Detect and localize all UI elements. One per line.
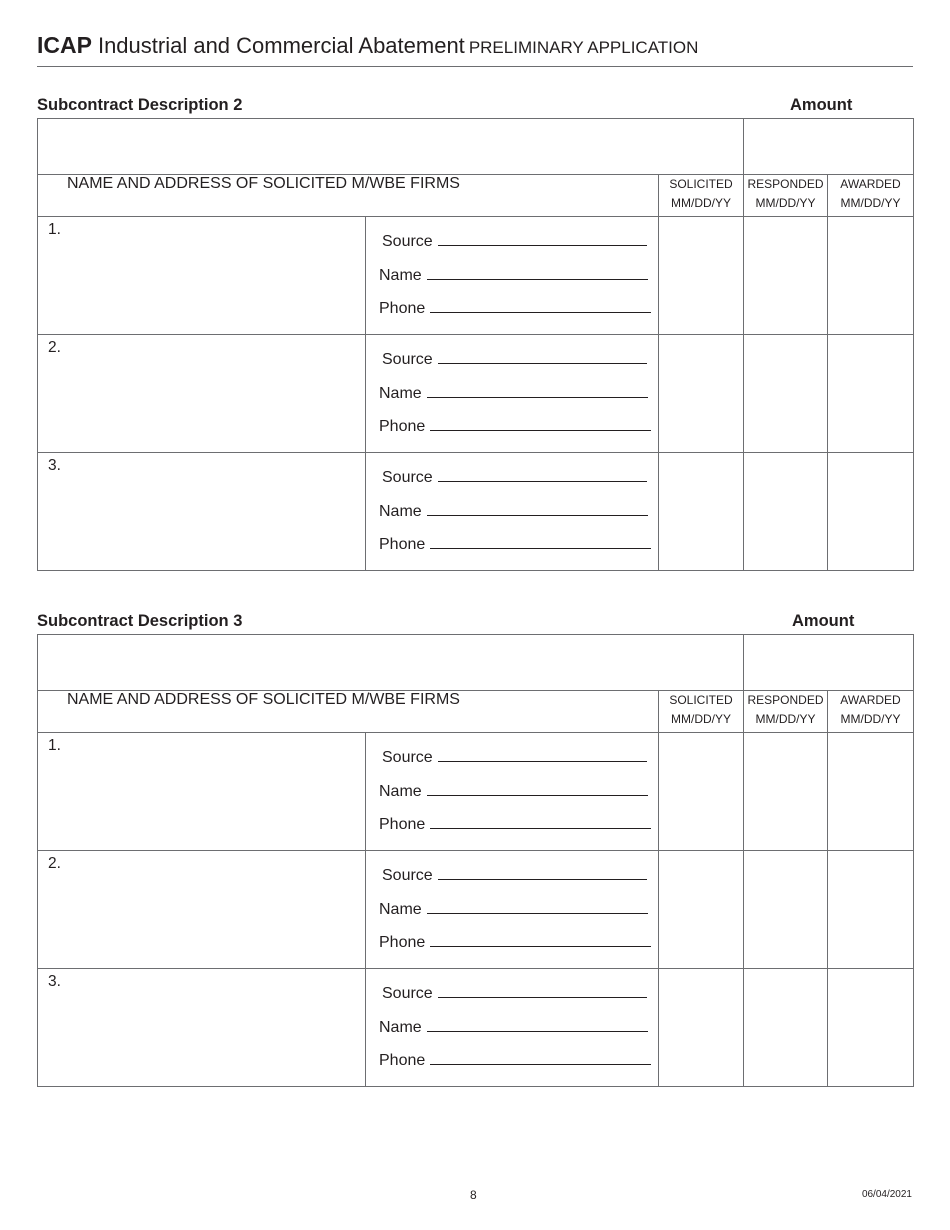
responded-label: RESPONDED — [747, 177, 824, 191]
solicited-date-cell[interactable] — [659, 969, 744, 1087]
awarded-column-header — [828, 691, 914, 733]
firm-row — [38, 851, 914, 969]
solicited-date-cell[interactable] — [659, 733, 744, 851]
description-row — [38, 635, 914, 691]
awarded-label: AWARDED — [840, 693, 901, 707]
subcontract-table — [37, 634, 914, 1087]
solicited-date-format: MM/DD/YY — [671, 196, 731, 210]
responded-label: RESPONDED — [747, 693, 824, 707]
firm-row — [38, 733, 914, 851]
responded-date-cell[interactable] — [744, 969, 828, 1087]
row-number: 1. — [48, 221, 61, 238]
source-label: Source — [382, 233, 433, 250]
section-title: Subcontract Description 3 — [37, 612, 243, 630]
page-number: 8 — [470, 1188, 477, 1202]
name-label: Name — [379, 385, 422, 402]
firm-name-address-cell[interactable] — [38, 453, 366, 571]
amount-label: Amount — [792, 612, 855, 630]
firm-name-address-cell[interactable] — [38, 335, 366, 453]
phone-label: Phone — [379, 816, 426, 833]
subcontract-table — [37, 118, 914, 571]
firm-name-address-cell[interactable] — [38, 851, 366, 969]
name-label: Name — [379, 503, 422, 520]
subcontract-section — [37, 96, 913, 566]
source-line[interactable] — [382, 983, 647, 1003]
amount-label: Amount — [790, 96, 853, 114]
firm-contact-cell — [366, 851, 659, 969]
name-line[interactable] — [379, 1017, 648, 1037]
firm-row — [38, 335, 914, 453]
responded-date-cell[interactable] — [744, 851, 828, 969]
section-title: Subcontract Description 2 — [37, 96, 243, 114]
source-label: Source — [382, 985, 433, 1002]
awarded-date-format: MM/DD/YY — [840, 196, 901, 210]
solicited-label: SOLICITED — [669, 177, 733, 191]
name-line[interactable] — [379, 383, 648, 403]
row-number: 2. — [48, 339, 61, 356]
phone-line[interactable] — [379, 1050, 651, 1070]
awarded-label: AWARDED — [840, 177, 901, 191]
firm-row — [38, 453, 914, 571]
row-number: 3. — [48, 457, 61, 474]
responded-column-header — [744, 175, 828, 217]
source-line[interactable] — [382, 349, 647, 369]
brand-label: ICAP — [37, 32, 92, 58]
solicited-label: SOLICITED — [669, 693, 733, 707]
firm-name-address-cell[interactable] — [38, 733, 366, 851]
amount-input-cell[interactable] — [744, 119, 914, 175]
firm-row — [38, 969, 914, 1087]
phone-line[interactable] — [379, 534, 651, 554]
name-line[interactable] — [379, 781, 648, 801]
source-label: Source — [382, 867, 433, 884]
phone-label: Phone — [379, 300, 426, 317]
name-line[interactable] — [379, 265, 648, 285]
awarded-date-cell[interactable] — [828, 335, 914, 453]
phone-line[interactable] — [379, 814, 651, 834]
name-label: Name — [379, 783, 422, 800]
phone-label: Phone — [379, 1052, 426, 1069]
awarded-date-cell[interactable] — [828, 217, 914, 335]
row-number: 2. — [48, 855, 61, 872]
responded-date-cell[interactable] — [744, 453, 828, 571]
responded-date-format: MM/DD/YY — [755, 196, 816, 210]
phone-label: Phone — [379, 934, 426, 951]
firm-contact-cell — [366, 335, 659, 453]
firm-name-address-cell[interactable] — [38, 217, 366, 335]
phone-line[interactable] — [379, 416, 651, 436]
source-line[interactable] — [382, 467, 647, 487]
source-line[interactable] — [382, 747, 647, 767]
awarded-date-cell[interactable] — [828, 969, 914, 1087]
awarded-date-cell[interactable] — [828, 453, 914, 571]
awarded-date-cell[interactable] — [828, 733, 914, 851]
source-line[interactable] — [382, 865, 647, 885]
row-number: 1. — [48, 737, 61, 754]
phone-line[interactable] — [379, 932, 651, 952]
firm-name-address-cell[interactable] — [38, 969, 366, 1087]
responded-column-header — [744, 691, 828, 733]
row-number: 3. — [48, 973, 61, 990]
responded-date-cell[interactable] — [744, 217, 828, 335]
phone-line[interactable] — [379, 298, 651, 318]
responded-date-format: MM/DD/YY — [755, 712, 816, 726]
name-line[interactable] — [379, 899, 648, 919]
description-input-cell[interactable] — [38, 635, 744, 691]
name-line[interactable] — [379, 501, 648, 521]
awarded-date-cell[interactable] — [828, 851, 914, 969]
awarded-column-header — [828, 175, 914, 217]
document-title: Industrial and Commercial Abatement — [97, 33, 465, 58]
page-header — [37, 30, 913, 67]
solicited-date-cell[interactable] — [659, 453, 744, 571]
amount-input-cell[interactable] — [744, 635, 914, 691]
responded-date-cell[interactable] — [744, 335, 828, 453]
responded-date-cell[interactable] — [744, 733, 828, 851]
awarded-date-format: MM/DD/YY — [840, 712, 901, 726]
source-label: Source — [382, 351, 433, 368]
subcontract-section — [37, 612, 913, 1082]
phone-label: Phone — [379, 418, 426, 435]
revision-date: 06/04/2021 — [861, 1189, 912, 1200]
name-label: Name — [379, 1019, 422, 1036]
firms-column-header: NAME AND ADDRESS OF SOLICITED M/WBE FIRMS — [38, 691, 659, 733]
solicited-column-header — [659, 691, 744, 733]
column-header-row — [38, 691, 914, 733]
solicited-date-cell[interactable] — [659, 335, 744, 453]
source-label: Source — [382, 469, 433, 486]
solicited-date-cell[interactable] — [659, 217, 744, 335]
firms-column-header: NAME AND ADDRESS OF SOLICITED M/WBE FIRMS — [38, 175, 659, 217]
firm-contact-cell — [366, 217, 659, 335]
solicited-column-header — [659, 175, 744, 217]
source-label: Source — [382, 749, 433, 766]
solicited-date-cell[interactable] — [659, 851, 744, 969]
phone-label: Phone — [379, 536, 426, 553]
description-row — [38, 119, 914, 175]
solicited-date-format: MM/DD/YY — [671, 712, 731, 726]
document-subtitle: PRELIMINARY APPLICATION — [468, 38, 699, 57]
source-line[interactable] — [382, 231, 647, 251]
name-label: Name — [379, 267, 422, 284]
description-input-cell[interactable] — [38, 119, 744, 175]
firm-contact-cell — [366, 969, 659, 1087]
name-label: Name — [379, 901, 422, 918]
firm-row — [38, 217, 914, 335]
column-header-row — [38, 175, 914, 217]
firm-contact-cell — [366, 453, 659, 571]
firm-contact-cell — [366, 733, 659, 851]
